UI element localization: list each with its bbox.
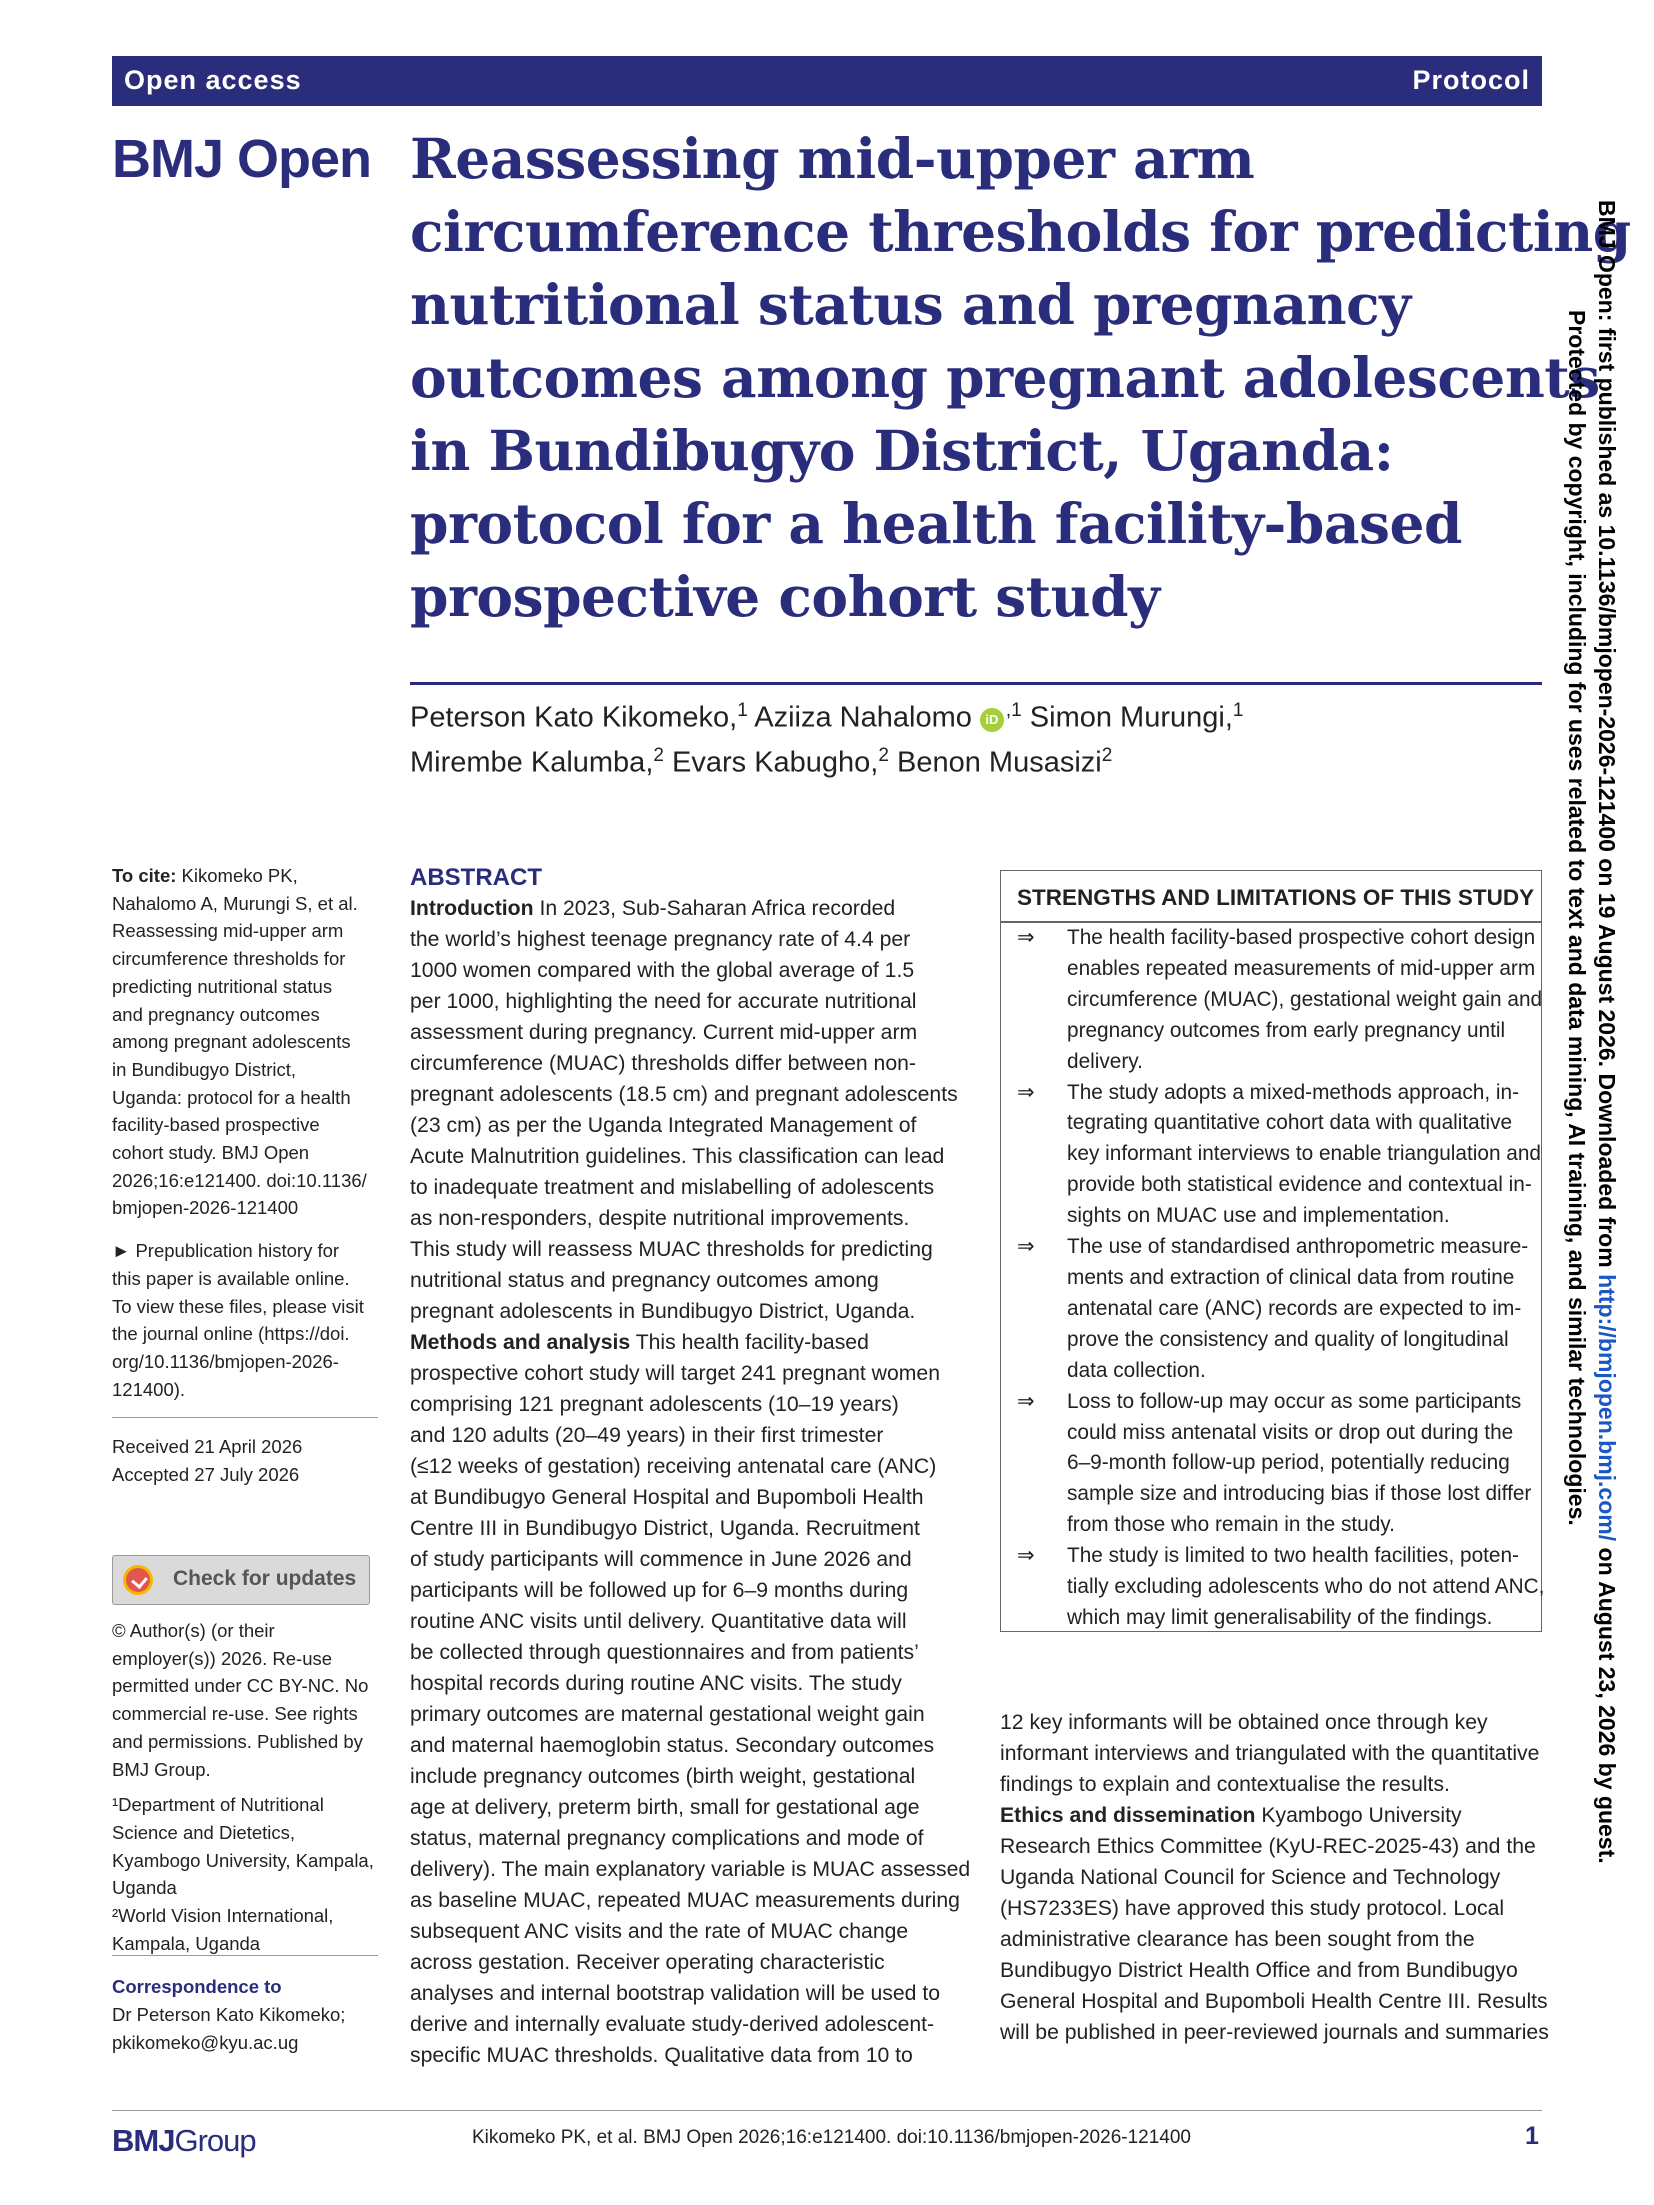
strength-line: data collection. [1067, 1358, 1206, 1382]
sidebar-divider [112, 1417, 378, 1418]
copyright-line: © Author(s) (or their [112, 1620, 275, 1641]
abstract-line: (HS7233ES) have approved this study protocol. Local [1000, 1897, 1505, 1920]
affiliation-sup: ,1 [1005, 700, 1022, 721]
side-notice-text [1562, 200, 1622, 1864]
abstract-continuation [1000, 1707, 1549, 2048]
abstract-line: the world’s highest teenage pregnancy rate of 4.4 per [410, 928, 911, 951]
arrow-icon: ⇒ [1017, 926, 1035, 949]
abstract-line: General Hospital and Bupomboli Health Centre III. Results [1000, 1990, 1548, 2013]
cite-line: in Bundibugyo District, [112, 1058, 297, 1080]
open-access-label: Open access [124, 65, 302, 95]
correspondence-email[interactable]: pkikomeko@kyu.ac.ug [112, 2031, 299, 2053]
abstract-line: delivery). The main explanatory variable is MUAC assessed [410, 1858, 971, 1881]
title-line: in Bundibugyo District, Uganda: [410, 418, 1394, 483]
affiliation-line: Kampala, Uganda [112, 1932, 261, 1954]
title-divider [410, 682, 1542, 685]
abstract-line: status, maternal pregnancy complications and mode of [410, 1827, 924, 1850]
abstract-line: as non-responders, despite nutritional improvements. [410, 1207, 910, 1230]
arrow-icon: ⇒ [1017, 1389, 1035, 1413]
strength-line: The study adopts a mixed-methods approach, in- [1067, 1080, 1519, 1104]
title-line: nutritional status and pregnancy [410, 272, 1411, 337]
cite-line: predicting nutritional status [112, 975, 333, 997]
journal-link[interactable]: http://bmjopen.bmj.com/ [1594, 1274, 1620, 1542]
prepub-line: To view these files, please visit [112, 1295, 364, 1317]
abstract-line: age at delivery, preterm birth, small for gestational age [410, 1796, 920, 1819]
side-notice-line: Protected by copyright, including for uses related to text and data mining, AI training, and similar technologies. [1564, 310, 1590, 1526]
abstract-line: assessment during pregnancy. Current mid-upper arm [410, 1021, 918, 1044]
abstract-line: (≤12 weeks of gestation) receiving antenatal care (ANC) [410, 1455, 937, 1478]
received-date: Received 21 April 2026 [112, 1436, 303, 1458]
strength-line: sample size and introducing bias if those lost differ [1067, 1482, 1532, 1506]
check-updates-icon [123, 1565, 153, 1595]
cite-line: Uganda: protocol for a health [112, 1086, 351, 1108]
copyright-line: commercial re-use. See rights [112, 1703, 358, 1725]
abstract-line: administrative clearance has been sought from the [1000, 1928, 1475, 1951]
strength-item [1017, 1232, 1527, 1387]
cite-label: To cite: [112, 865, 177, 886]
strength-item [1017, 923, 1543, 1078]
strength-line: The health facility-based prospective cohort design [1067, 926, 1536, 949]
copyright-line: permitted under CC BY-NC. No [112, 1675, 369, 1697]
author-name: Mirembe Kalumba, [410, 746, 654, 779]
abstract-line: informant interviews and triangulated with the quantitative [1000, 1742, 1540, 1765]
affiliation-sup: 2 [1101, 744, 1113, 766]
ethics-label: Ethics and dissemination [1000, 1804, 1256, 1827]
strength-line: provide both statistical evidence and contextual in- [1067, 1173, 1532, 1197]
strength-line: ments and extraction of clinical data from routine [1067, 1265, 1515, 1289]
abstract-line: findings to explain and contextualise the results. [1000, 1773, 1450, 1796]
strength-line: tegrating quantitative cohort data with qualitative [1067, 1111, 1513, 1135]
strengths-limitations-box [1000, 870, 1545, 1632]
footer-divider [112, 2110, 1542, 2111]
correspondence-label: Correspondence to [112, 1976, 282, 1998]
abstract-line: prospective cohort study will target 241 pregnant women [410, 1362, 940, 1385]
affiliation-line: Uganda [112, 1877, 177, 1899]
author-name: Aziiza Nahalomo [747, 701, 972, 734]
cite-line: among pregnant adolescents [112, 1031, 351, 1053]
check-for-updates-button[interactable] [112, 1555, 370, 1605]
cite-line: bmjopen-2026-121400 [112, 1197, 299, 1219]
abstract-line: (23 cm) as per the Uganda Integrated Management of [410, 1114, 917, 1137]
strength-line: The use of standardised anthropometric measure- [1067, 1235, 1529, 1259]
side-notice-line: BMJ Open: first published as 10.1136/bmjopen-2026-121400 on 19 August 2026. Downloaded from http://bmjopen.bmj.com/ on August 23, 2026 by guest. [1594, 200, 1620, 1864]
abstract-line: primary outcomes are maternal gestational weight gain [410, 1703, 925, 1726]
affiliation-line: ²World Vision International, [112, 1905, 334, 1927]
abstract-line: Bundibugyo District Health Office and from Bundibugyo [1000, 1959, 1518, 1982]
title-line: protocol for a health facility-based [410, 491, 1462, 556]
author-name: Simon Murungi, [1021, 701, 1233, 734]
article-title [410, 122, 1631, 633]
abstract-line: pregnant adolescents in Bundibugyo District, Uganda. [410, 1300, 916, 1323]
footer-citation: Kikomeko PK, et al. BMJ Open 2026;16:e121400. doi:10.1136/bmjopen-2026-121400 [472, 2127, 1191, 2148]
title-line: outcomes among pregnant adolescents [410, 345, 1600, 410]
strength-item [1017, 1541, 1545, 1634]
abstract-line: and 120 adults (20–49 years) in their first trimester [410, 1424, 884, 1447]
abstract-line: Centre III in Bundibugyo District, Uganda. Recruitment [410, 1517, 920, 1540]
cite-line: facility-based prospective [112, 1114, 320, 1136]
copyright-line: and permissions. Published by [112, 1730, 363, 1752]
abstract-line: across gestation. Receiver operating characteristic [410, 1951, 885, 1974]
strength-line: enables repeated measurements of mid-upper arm [1067, 956, 1536, 980]
cite-line: 2026;16:e121400. doi:10.1136/ [112, 1169, 367, 1191]
strength-line: 6–9-month follow-up period, potentially reducing [1067, 1451, 1510, 1475]
copyright-line: employer(s)) 2026. Re-use [112, 1647, 333, 1669]
arrow-icon: ⇒ [1017, 1235, 1035, 1259]
title-line: circumference thresholds for predicting [410, 199, 1631, 264]
side-notice [1564, 200, 1620, 1864]
cite-line: To cite: Kikomeko PK, [112, 865, 298, 886]
arrow-icon: ⇒ [1017, 1080, 1035, 1104]
abstract-line: be collected through questionnaires and from patients’ [410, 1641, 919, 1664]
affiliation-line: Science and Dietetics, [112, 1821, 296, 1843]
strength-line: key informant interviews to enable triangulation and [1067, 1142, 1541, 1166]
abstract-line: 12 key informants will be obtained once through key [1000, 1711, 1488, 1734]
affiliation-sup: 1 [737, 700, 748, 721]
prepub-line[interactable]: the journal online (https://doi. [112, 1323, 350, 1345]
title-line: Reassessing mid-upper arm [410, 126, 1255, 191]
affiliation-line: Kyambogo University, Kampala, [112, 1849, 374, 1871]
strength-line: The study is limited to two health facilities, poten- [1067, 1544, 1519, 1568]
abstract-line: circumference (MUAC) thresholds differ between non- [410, 1052, 916, 1075]
abstract-line: hospital records during routine ANC visits. The study [410, 1672, 902, 1695]
strength-line: Loss to follow-up may occur as some participants [1067, 1389, 1522, 1413]
check-updates-label: Check for updates [173, 1567, 357, 1590]
strengths-list [1017, 923, 1545, 1634]
strength-item [1017, 1387, 1532, 1542]
strength-line: circumference (MUAC), gestational weight gain and [1067, 987, 1543, 1011]
abstract-line: comprising 121 pregnant adolescents (10–19 years) [410, 1393, 899, 1416]
author-name: Peterson Kato Kikomeko, [410, 701, 738, 734]
abstract-line: Acute Malnutrition guidelines. This classification can lead [410, 1145, 945, 1168]
strength-item [1017, 1078, 1541, 1233]
sidebar-divider [112, 1955, 378, 1956]
title-line: prospective cohort study [410, 564, 1160, 629]
abstract-line: nutritional status and pregnancy outcomes among [410, 1269, 879, 1292]
abstract-line: subsequent ANC visits and the rate of MUAC change [410, 1920, 909, 1943]
page-number: 1 [1525, 2122, 1539, 2150]
author-name: Benon Musasizi [888, 746, 1102, 779]
abstract-line: and maternal haemoglobin status. Secondary outcomes [410, 1734, 935, 1757]
prepub-line[interactable]: org/10.1136/bmjopen-2026- [112, 1350, 339, 1372]
abstract-line: as baseline MUAC, repeated MUAC measurements during [410, 1889, 960, 1912]
abstract-line: specific MUAC thresholds. Qualitative data from 10 to [410, 2044, 913, 2067]
abstract-line: participants will be followed up for 6–9 months during [410, 1579, 909, 1602]
abstract-line: Ethics and dissemination Kyambogo University [1000, 1804, 1462, 1827]
cite-line: circumference thresholds for [112, 948, 346, 970]
top-banner [112, 56, 1542, 106]
author-name: Evars Kabugho, [663, 746, 879, 779]
cite-line: and pregnancy outcomes [112, 1003, 320, 1025]
bmj-group-logo: BMJGroup [112, 2123, 256, 2158]
abstract-line: Research Ethics Committee (KyU-REC-2025-43) and the [1000, 1835, 1536, 1858]
abstract-line: will be published in peer-reviewed journals and summaries [1000, 2021, 1549, 2044]
methods-label: Methods and analysis [410, 1331, 631, 1354]
abstract-line: at Bundibugyo General Hospital and Bupomboli Health [410, 1486, 924, 1509]
abstract-heading: ABSTRACT [410, 864, 542, 891]
orcid-icon[interactable]: iD [980, 708, 1004, 732]
abstract-line: Uganda National Council for Science and Technology [1000, 1866, 1501, 1889]
strength-line: which may limit generalisability of the findings. [1067, 1605, 1493, 1629]
abstract-line: include pregnancy outcomes (birth weight, gestational [410, 1765, 916, 1788]
strength-line: sights on MUAC use and implementation. [1067, 1204, 1450, 1228]
strength-line: tially excluding adolescents who do not attend ANC, [1067, 1575, 1545, 1599]
affiliation-sup: 1 [1232, 700, 1244, 721]
abstract [410, 862, 970, 2071]
cite-line: cohort study. BMJ Open [112, 1142, 310, 1164]
abstract-line: Introduction In 2023, Sub-Saharan Africa recorded [410, 897, 896, 920]
author-line [410, 737, 1550, 782]
abstract-line: This study will reassess MUAC thresholds for predicting [410, 1238, 933, 1261]
abstract-line: 1000 women compared with the global average of 1.5 [410, 959, 915, 982]
copyright-line: BMJ Group. [112, 1758, 211, 1780]
cite-line: Nahalomo A, Murungi S, et al. [112, 892, 358, 914]
correspondence-line: Dr Peterson Kato Kikomeko; [112, 2004, 346, 2026]
abstract-line: to inadequate treatment and mislabelling of adolescents [410, 1176, 935, 1199]
sidebar [112, 862, 382, 1489]
abstract-line: derive and internally evaluate study-derived adolescent- [410, 2013, 935, 2036]
author-list [410, 692, 1550, 781]
copyright-block [112, 1617, 382, 2057]
intro-label: Introduction [410, 897, 534, 920]
cite-line: Reassessing mid-upper arm [112, 920, 344, 942]
article-type-label: Protocol [1412, 65, 1530, 95]
abstract-line: Methods and analysis This health facility-based [410, 1331, 869, 1354]
abstract-line: pregnant adolescents (18.5 cm) and pregnant adolescents [410, 1083, 958, 1106]
accepted-date: Accepted 27 July 2026 [112, 1464, 300, 1486]
prepub-line[interactable]: ► Prepublication history for [112, 1240, 340, 1262]
author-line [410, 692, 1550, 737]
affiliation-sup: 2 [878, 744, 889, 766]
abstract-line: analyses and internal bootstrap validation will be used to [410, 1982, 941, 2005]
strength-line: antenatal care (ANC) records are expected to im- [1067, 1296, 1522, 1320]
journal-logo: BMJ Open [112, 129, 372, 189]
box-title: STRENGTHS AND LIMITATIONS OF THIS STUDY [1017, 885, 1535, 910]
strength-line: delivery. [1067, 1049, 1143, 1073]
abstract-line: of study participants will commence in June 2026 and [410, 1548, 912, 1571]
strength-line: from those who remain in the study. [1067, 1513, 1395, 1537]
strength-line: pregnancy outcomes from early pregnancy until [1067, 1018, 1506, 1042]
arrow-icon: ⇒ [1017, 1544, 1035, 1568]
prepub-line[interactable]: 121400). [112, 1378, 186, 1400]
strength-line: could miss antenatal visits or drop out during the [1067, 1420, 1514, 1444]
affiliation-line: ¹Department of Nutritional [112, 1794, 324, 1816]
prepub-line: this paper is available online. [112, 1267, 350, 1289]
abstract-line: routine ANC visits until delivery. Quantitative data will [410, 1610, 907, 1633]
strength-line: prove the consistency and quality of longitudinal [1067, 1327, 1509, 1351]
abstract-line: per 1000, highlighting the need for accurate nutritional [410, 990, 917, 1013]
affiliation-sup: 2 [653, 744, 664, 766]
